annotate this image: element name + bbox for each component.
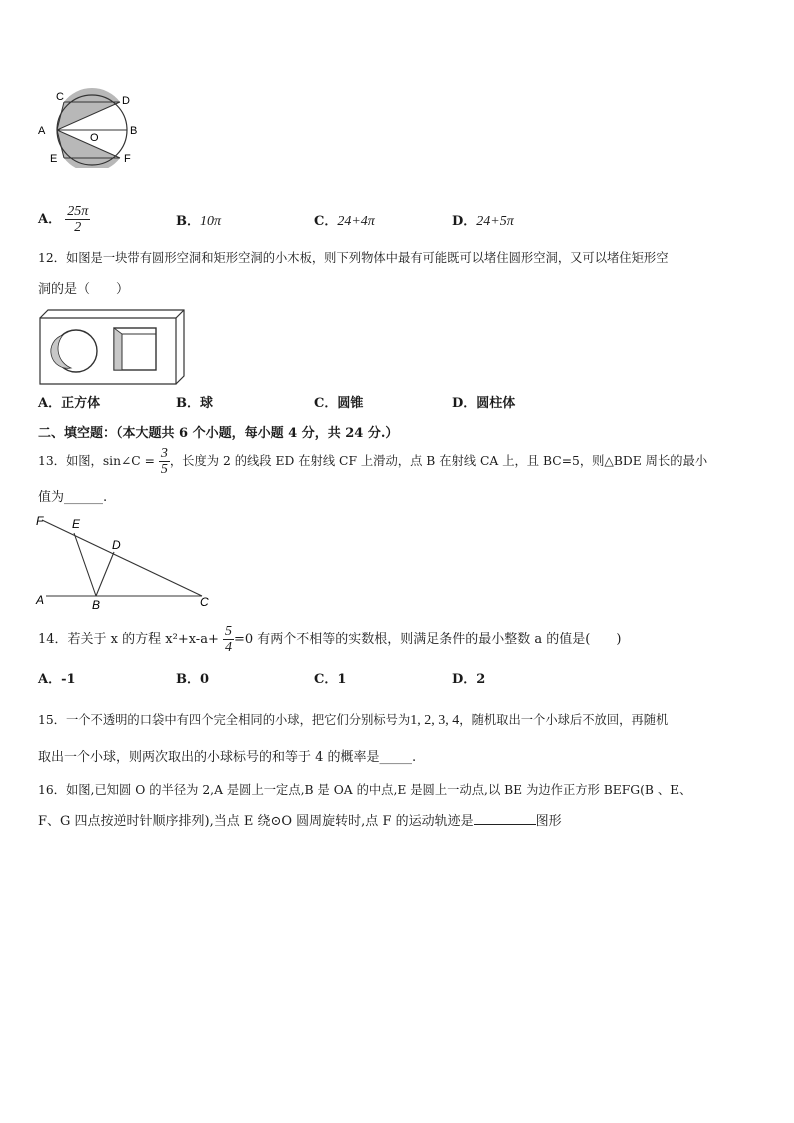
q11-option-c: C．24+4π — [314, 214, 375, 229]
q16-question-line1: 16．如图,已知圆 O 的半径为 2,A 是圆上一定点,B 是 OA 的中点,E 是圆上一动点,以 BE 为边作正方形 BEFG(B 、E、 — [38, 783, 692, 797]
label-a: A — [38, 125, 46, 137]
label-f: F — [36, 514, 44, 528]
q12-option-c: C．圆锥 — [314, 396, 364, 411]
shaded-region-top — [57, 88, 120, 130]
q12-option-b: B．球 — [176, 396, 213, 411]
q15-question-line2: 取出一个小球，则两次取出的小球标号的和等于 4 的概率是_____. — [38, 750, 417, 765]
wooden-board-figure — [38, 308, 186, 388]
label-b: B — [92, 598, 101, 612]
label-c: C — [56, 91, 64, 103]
label-f: F — [124, 153, 131, 165]
label-e: E — [72, 517, 81, 531]
q12-question-line1: 12．如图是一块带有圆形空洞和矩形空洞的小木板，则下列物体中最有可能既可以堵住圆形空洞，又可以堵住矩形空 — [38, 251, 669, 265]
label-e: E — [50, 153, 58, 165]
label-a: A — [36, 593, 45, 607]
q13-question-line1: 13．如图，sin∠C = $\frac{3}{5}$ ，长度为 2 的线段 ED 在射线 CF 上滑动，点 B 在射线 CA 上，且 BC=5，则△BDE 周长的最小 — [38, 446, 708, 477]
triangle-figure-q13 — [34, 512, 218, 612]
q14-option-a: A．-1 — [38, 672, 76, 687]
section-fill-in-blank-heading: 二、填空题：（本大题共 6 个小题，每小题 4 分，共 24 分.） — [38, 426, 399, 441]
label-b: B — [130, 125, 138, 137]
label-c: C — [200, 595, 209, 609]
fraction-25pi-2: $\frac{25\pi}{2}$ — [67, 204, 89, 235]
fraction-5-4: $\frac{5}{4}$ — [225, 624, 232, 655]
q14-option-b: B．0 — [176, 672, 210, 687]
label-d: D — [112, 538, 121, 552]
label-o: O — [90, 132, 99, 144]
q12-question-line2: 洞的是（ ） — [38, 282, 130, 297]
q14-question: 14．若关于 x 的方程 x²+x-a+ $\frac{5}{4}$ =0 有两个不相等的实数根，则满足条件的最小整数 a 的值是( ) — [38, 624, 622, 655]
q16-question-line2: F、G 四点按逆时针顺序排列),当点 E 绕⊙O 圆周旋转时,点 F 的运动轨迹是 图形 — [38, 814, 562, 829]
q11-option-b: B．10π — [176, 214, 222, 229]
q11-option-a: A． $\frac{25\pi}{2}$ — [38, 204, 89, 235]
q12-option-a: A．正方体 — [38, 396, 101, 411]
fraction-3-5: $\frac{3}{5}$ — [160, 446, 168, 477]
q13-question-line2: 值为______. — [38, 490, 108, 505]
q11-option-d: D．24+5π — [452, 214, 514, 229]
label-d: D — [122, 95, 130, 107]
circle-figure-q11 — [34, 88, 154, 168]
q15-question-line1: 15．一个不透明的口袋中有四个完全相同的小球，把它们分别标号为1, 2, 3, 4，随机取出一个小球后不放回，再随机 — [38, 713, 669, 728]
q14-option-d: D．2 — [452, 672, 486, 687]
q12-option-d: D．圆柱体 — [452, 396, 516, 411]
answer-blank — [474, 812, 536, 825]
q14-option-c: C．1 — [314, 672, 347, 687]
shaded-region-bottom — [57, 130, 120, 168]
